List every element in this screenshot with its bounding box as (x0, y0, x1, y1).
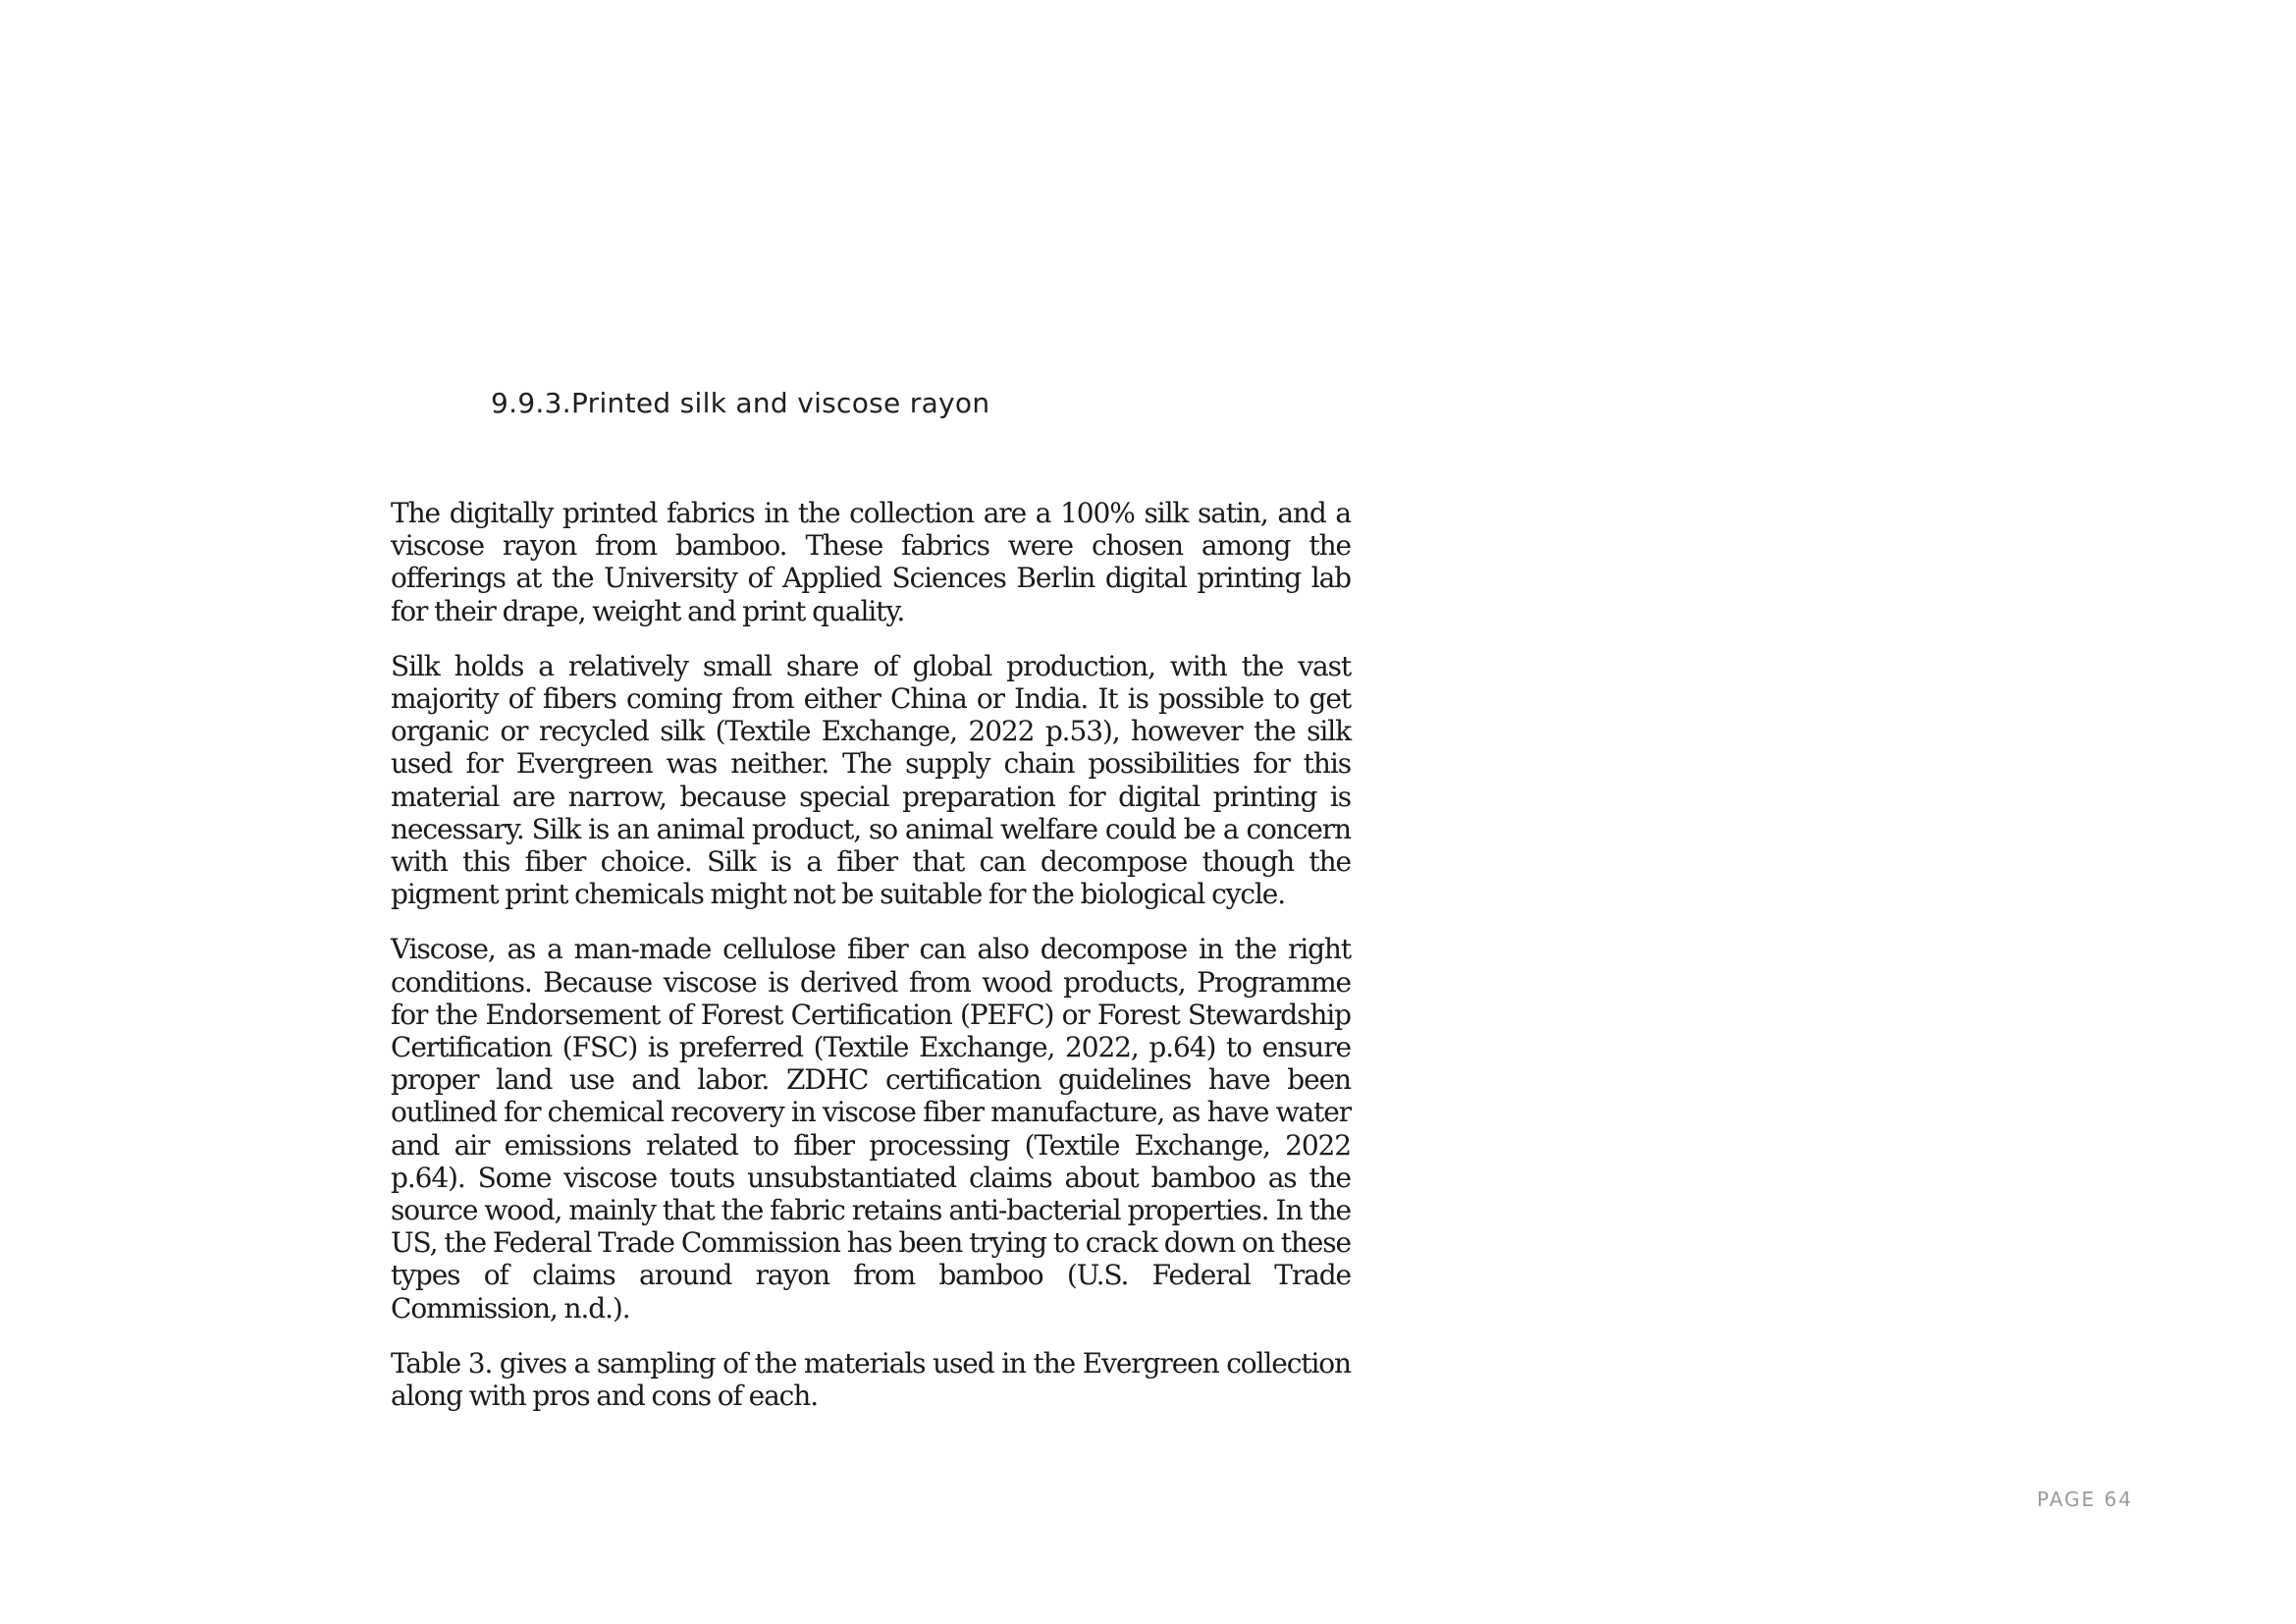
paragraph-viscose: Viscose, as a man-made cellulose fiber can also decompose in the right conditions. Because viscose is derived from wood products, Programme for the Endorsement of Forest Certification (PEFC) or Forest Stewardship Certification (FSC) is preferred (Textile Exchange, 2022, p.64) to ensure proper land use and labor. ZDHC certification guidelines have been outlined for chemical recovery in viscose fiber manufacture, as have water and air emissions related to fiber processing (Textile Exchange, 2022 p.64). Some viscose touts unsubstantiated claims about bamboo as the source wood, mainly that the fabric retains anti-bacterial properties. In the US, the Federal Trade Commission has been trying to crack down on these types of claims around rayon from bamboo (U.S. Federal Trade Commission, n.d.). (391, 933, 1351, 1325)
paragraph-silk: Silk holds a relatively small share of global production, with the vast majority of fibers coming from either China or India. It is possible to get organic or recycled silk (Textile Exchange, 2022 p.53), however the silk used for Evergreen was neither. The supply chain possibilities for this material are narrow, because special preparation for digital printing is necessary. Silk is an animal product, so animal welfare could be a concern with this fiber choice. Silk is a fiber that can decompose though the pigment print chemicals might not be suitable for the biological cycle. (391, 649, 1351, 911)
paragraph-fabrics-intro: The digitally printed fabrics in the collection are a 100% silk satin, and a viscose rayon from bamboo. These fabrics were chosen among the offerings at the University of Applied Sciences Berlin digital printing lab for their drape, weight and print quality. (391, 497, 1351, 627)
paragraph-table-reference: Table 3. gives a sampling of the materials used in the Evergreen collection along with pros and cons of each. (391, 1346, 1351, 1413)
section-heading: 9.9.3.Printed silk and viscose rayon (491, 387, 990, 419)
page-number: PAGE 64 (2036, 1488, 2133, 1511)
body-text (391, 497, 1351, 1435)
